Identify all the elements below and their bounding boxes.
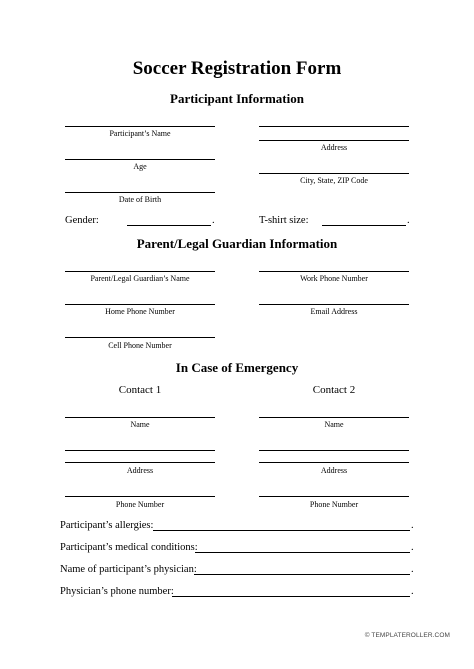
address-field-line-1[interactable] — [259, 126, 409, 127]
home-phone-label: Home Phone Number — [105, 307, 175, 316]
contact-1-address-field-line-2[interactable] — [65, 462, 215, 463]
contact-2-address-label: Address — [320, 466, 348, 475]
physician-phone-end-mark: . — [411, 586, 414, 597]
tshirt-size-label: T-shirt size: — [259, 215, 309, 226]
tshirt-size-end-mark: . — [407, 215, 410, 226]
date-of-birth-field[interactable] — [65, 192, 215, 193]
city-state-zip-label: City, State, ZIP Code — [300, 176, 368, 185]
gender-end-mark: . — [212, 215, 215, 226]
footer-copyright: © TEMPLATEROLLER.COM — [364, 632, 450, 639]
email-label: Email Address — [310, 307, 358, 316]
allergies-label: Participant’s allergies: — [60, 520, 154, 531]
age-label: Age — [133, 162, 147, 171]
address-field-line-2[interactable] — [259, 140, 409, 141]
contact-2-phone-label: Phone Number — [309, 500, 359, 509]
contact-1-address-field-line-1[interactable] — [65, 450, 215, 451]
work-phone-field[interactable] — [259, 271, 409, 272]
contact-2-address-field-line-2[interactable] — [259, 462, 409, 463]
age-field[interactable] — [65, 159, 215, 160]
contact-2-name-field[interactable] — [259, 417, 409, 418]
medical-conditions-label: Participant’s medical conditions: — [60, 542, 198, 553]
work-phone-label: Work Phone Number — [300, 274, 368, 283]
date-of-birth-label: Date of Birth — [118, 195, 162, 204]
gender-field[interactable] — [127, 225, 211, 226]
form-title: Soccer Registration Form — [132, 58, 342, 79]
medical-conditions-field[interactable] — [195, 552, 410, 553]
participant-name-label: Participant’s Name — [109, 129, 171, 138]
cell-phone-label: Cell Phone Number — [108, 341, 172, 350]
guardian-name-field[interactable] — [65, 271, 215, 272]
home-phone-field[interactable] — [65, 304, 215, 305]
contact-1-title: Contact 1 — [118, 384, 162, 396]
guardian-name-label: Parent/Legal Guardian’s Name — [90, 274, 190, 283]
physician-phone-field[interactable] — [172, 596, 410, 597]
email-field[interactable] — [259, 304, 409, 305]
contact-1-name-label: Name — [130, 420, 150, 429]
section-heading-guardian: Parent/Legal Guardian Information — [136, 236, 338, 251]
tshirt-size-field[interactable] — [322, 225, 406, 226]
medical-conditions-end-mark: . — [411, 542, 414, 553]
contact-2-title: Contact 2 — [312, 384, 356, 396]
contact-2-name-label: Name — [324, 420, 344, 429]
physician-phone-label: Physician’s phone number: — [60, 586, 174, 597]
contact-1-phone-field[interactable] — [65, 496, 215, 497]
allergies-end-mark: . — [411, 520, 414, 531]
section-heading-participant: Participant Information — [170, 91, 304, 106]
physician-name-end-mark: . — [411, 564, 414, 575]
physician-name-field[interactable] — [194, 574, 410, 575]
contact-2-phone-field[interactable] — [259, 496, 409, 497]
address-label: Address — [320, 143, 348, 152]
participant-name-field[interactable] — [65, 126, 215, 127]
section-heading-emergency: In Case of Emergency — [175, 360, 299, 375]
contact-2-address-field-line-1[interactable] — [259, 450, 409, 451]
gender-label: Gender: — [65, 215, 99, 226]
cell-phone-field[interactable] — [65, 337, 215, 338]
city-state-zip-field[interactable] — [259, 173, 409, 174]
contact-1-address-label: Address — [126, 466, 154, 475]
allergies-field[interactable] — [153, 530, 410, 531]
physician-name-label: Name of participant’s physician: — [60, 564, 197, 575]
contact-1-name-field[interactable] — [65, 417, 215, 418]
contact-1-phone-label: Phone Number — [115, 500, 165, 509]
